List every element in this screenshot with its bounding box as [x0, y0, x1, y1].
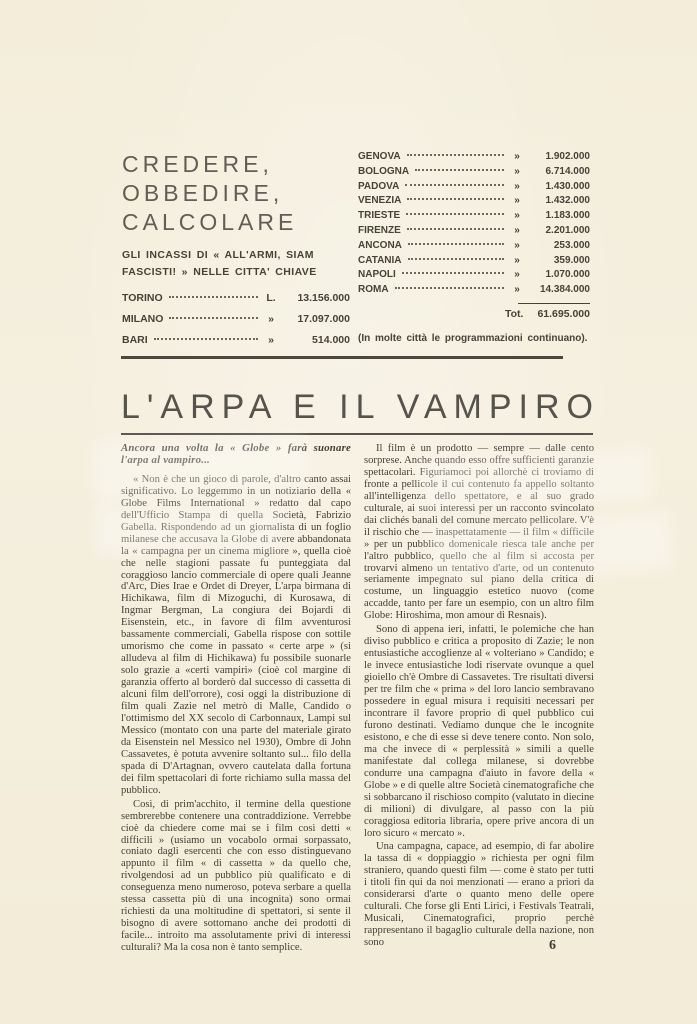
dot-leader [408, 258, 504, 260]
dot-leader [408, 243, 504, 245]
box-office-value: 1.183.000 [545, 210, 590, 222]
stats-heading [122, 150, 362, 237]
currency-symbol: » [514, 224, 520, 236]
article-paragraph: Il film è un prodotto — sempre — dalle cento sorprese. Anche quando esso offre sufficienti garanzie spettacolari. Figuriamoci poi allorchè ci troviamo di fronte a pellicole il cui contenuto fa appello soltanto all'intelligenza dello spettatore, e al suo grado culturale, ai suoi interessi per un racconto svincolato dai clichés banali del comune mercato pellicolare. V'è il rischio che — inaspettatamente — il film « difficile » per un pubblico domenicale riesca tale anche per l'altro pubblico, quello che al film si accosta per trovarvi almeno un tentativo d'arte, od un contenuto seriamente impegnato sul piano della critica di costume, un linguaggio estetico nuovo (come accadde, tanto per fare un esempio, con un altro film Globe: Hiroshima, mon amour di Resnais). [364, 443, 594, 622]
dot-leader [169, 296, 258, 298]
city-label: FIRENZE [358, 224, 401, 236]
total-line [358, 308, 590, 320]
currency-symbol: L. [266, 292, 276, 304]
table-row [358, 151, 590, 166]
article-paragraph: Una campagna, capace, ad esempio, di far abolire la tassa di « doppiaggio » richiesta per ogni film straniero, quando questi film — come è stato per tutti i titoli fin qui da noi menzionati — erano a priori da considerarsi d'arte o quanto meno delle opere culturali. Che forse gli Enti Lirici, i Festivals Teatrali, Musicali, Cinematografici, proprio perchè rappresentano il bagaglio culturale della nazione, non sono [364, 841, 594, 949]
city-label: MILANO [122, 313, 164, 325]
stats-heading-line: CALCOLARE [122, 209, 298, 235]
table-row [122, 313, 350, 334]
box-office-value: 6.714.000 [545, 165, 590, 177]
box-office-value: 1.430.000 [545, 180, 590, 192]
currency-symbol: » [514, 180, 520, 192]
table-row [358, 269, 590, 284]
section-divider [121, 356, 563, 359]
table-row [358, 225, 590, 240]
box-office-value: 2.201.000 [545, 224, 590, 236]
article-paragraph: Così, di prim'acchito, il termine della questione sembrerebbe contenere una contraddizione. Verrebbe cioè da chiedere come mai se i film così detti « difficili » (usiamo un vocabolo ormai sorpassato, coniato dagli esercenti che con esso distinguevano appunto il film « di cassetta » da quello che, rivolgendosi ad un pubblico più qualificato e di conseguenza meno numeroso, poteva serbare a quella stessa cassetta più di una incognita) sono ormai richiesti da una moltitudine di spettatori, si sente il bisogno di avere sottomano anche dei prodotti di facile... introito ma assolutamente privi di interessi culturali? Ma la cosa non è tanto semplice. [121, 798, 351, 954]
table-row [358, 166, 590, 181]
table-row [358, 210, 590, 225]
box-office-table-right [358, 151, 590, 299]
city-label: CATANIA [358, 254, 402, 266]
box-office-value: 514.000 [312, 334, 350, 346]
city-label: VENEZIA [358, 195, 402, 207]
box-office-value: 253.000 [553, 239, 590, 251]
city-label: BARI [122, 334, 148, 346]
dot-leader [402, 272, 504, 274]
article-column-right [364, 443, 594, 949]
currency-symbol: » [268, 334, 274, 346]
currency-symbol: » [268, 313, 274, 325]
table-row [358, 240, 590, 255]
article-paragraph: Sono di appena ieri, infatti, le polemiche che han diviso pubblico e critica a proposito di Zazie; le non entusiastiche accoglienze al « volteriano » Candido; e le invece entusiastiche lodi riservate ovunque a quel gioiello ch'è Ombre di Cassavetes. Tre risultati diversi per tre film che « prima » del loro lancio sembravano possedere in egual misura i requisiti necessari per incontrare il favore proprio di quel pubblico cui furono destinati. Vediamo dunque che le incognite esistono, e che di esse si deve tenere conto. Non solo, ma che invece di « perplessità » simili a quelle manifestate dal collega milanese, si dovrebbe condurre una campagna d'aiuto in favore della « Globe » e di quelle altre Società cinematografiche che si sobbarcano il rischioso compito (valutato in diecine di milioni) di divulgare, al passo con la più coraggiosa editoria libraria, opere prive ancora di un loro sicuro « mercato ». [364, 624, 594, 839]
box-office-value: 17.097.000 [297, 313, 350, 325]
dot-leader [405, 184, 504, 186]
page-number: 6 [549, 938, 556, 953]
box-office-value: 1.902.000 [545, 151, 590, 162]
currency-symbol: » [514, 195, 520, 207]
dot-leader [406, 213, 504, 215]
dot-leader [395, 287, 504, 289]
currency-symbol: » [514, 254, 520, 266]
table-row [358, 255, 590, 270]
city-label: ANCONA [358, 239, 402, 251]
currency-symbol: » [514, 239, 520, 251]
article-title: L'ARPA E IL VAMPIRO [121, 388, 593, 435]
city-label: TRIESTE [358, 210, 401, 222]
dot-leader [415, 169, 504, 171]
box-office-value: 1.070.000 [545, 269, 590, 281]
total-rule [518, 303, 590, 304]
table-row [358, 284, 590, 299]
stats-heading-line: CREDERE, [122, 151, 273, 177]
currency-symbol: » [514, 165, 520, 177]
box-office-value: 1.432.000 [545, 195, 590, 207]
article-lead: Ancora una volta la « Globe » farà suonare l'arpa al vampiro... [121, 442, 351, 466]
currency-symbol: » [514, 151, 520, 162]
city-label: ROMA [358, 284, 389, 296]
total-label: Tot. [504, 308, 524, 320]
dot-leader [407, 154, 504, 156]
city-label: BOLOGNA [358, 165, 410, 177]
article-column-left [121, 442, 351, 954]
box-office-value: 13.156.000 [297, 292, 350, 304]
currency-symbol: » [514, 284, 520, 296]
city-label: GENOVA [358, 151, 401, 162]
dot-leader [407, 228, 504, 230]
dot-leader [407, 198, 504, 200]
dot-leader [169, 317, 258, 319]
city-label: TORINO [122, 292, 163, 304]
box-office-table-left [122, 292, 350, 355]
table-row [122, 334, 350, 355]
currency-symbol: » [514, 269, 520, 281]
table-row [358, 181, 590, 196]
city-label: PADOVA [358, 180, 400, 192]
city-label: NAPOLI [358, 269, 396, 281]
table-row [358, 195, 590, 210]
article-paragraph: « Non è che un gioco di parole, d'altro canto assai significativo. Lo leggemmo in un notiziario della « Globe Films International » redatto dal capo dell'Ufficio Stampa di quella Società, Fabrizio Gabella. Rispondendo ad un giornalista di un foglio milanese che accusava la Globe di avere abbandonata la « campagna per un cinema migliore », quella cioè che nelle stagioni passate fu punteggiata dal coraggioso lancio commerciale di opere quali Jeanne d'Arc, Dies Irae e Ordet di Dreyer, L'arpa birmana di Hichikawa, film di Mizoguchi, di Kurosawa, di Ingmar Bergman, La congiura dei Bojardi di Eisenstein, etc., in favore di film avventurosi bassamente commerciali, Gabella rispose con sottile umorismo che come in passato « certe arpe » (si alludeva al film di Hichikawa) fu possibile suonarle solo grazie a «certi vampiri» (cioè col margine di garanzia offerto al borderò dal successo di cassetta di alcuni film dell'orrore), così oggi la distribuzione di film quali Zazie nel metrò di Malle, Candido o l'ottimismo del XX secolo di Carbonnaux, Lampi sul Messico (montato con una parte del materiale girato da Eisenstein nel Messico nel 1930), Ombre di John Cassavetes, è potuta avvenire soltanto sul... filo della spada di D'Artagnan, ovvero cautelata dalla fortuna dei film spettacolari di forte richiamo sulla massa del pubblico. [121, 473, 351, 796]
currency-symbol: » [514, 210, 520, 222]
stats-caption: GLI INCASSI DI « ALL'ARMI, SIAM FASCISTI! » NELLE CITTA' CHIAVE [122, 249, 317, 278]
box-office-value: 359.000 [553, 254, 590, 266]
stats-heading-line: OBBEDIRE, [122, 180, 284, 206]
stats-note: (In molte città le programmazioni continuano). [358, 333, 588, 344]
table-row [122, 292, 350, 313]
dot-leader [154, 338, 258, 340]
total-value: 61.695.000 [537, 308, 590, 320]
article-body [121, 442, 594, 954]
box-office-value: 14.384.000 [539, 284, 590, 296]
